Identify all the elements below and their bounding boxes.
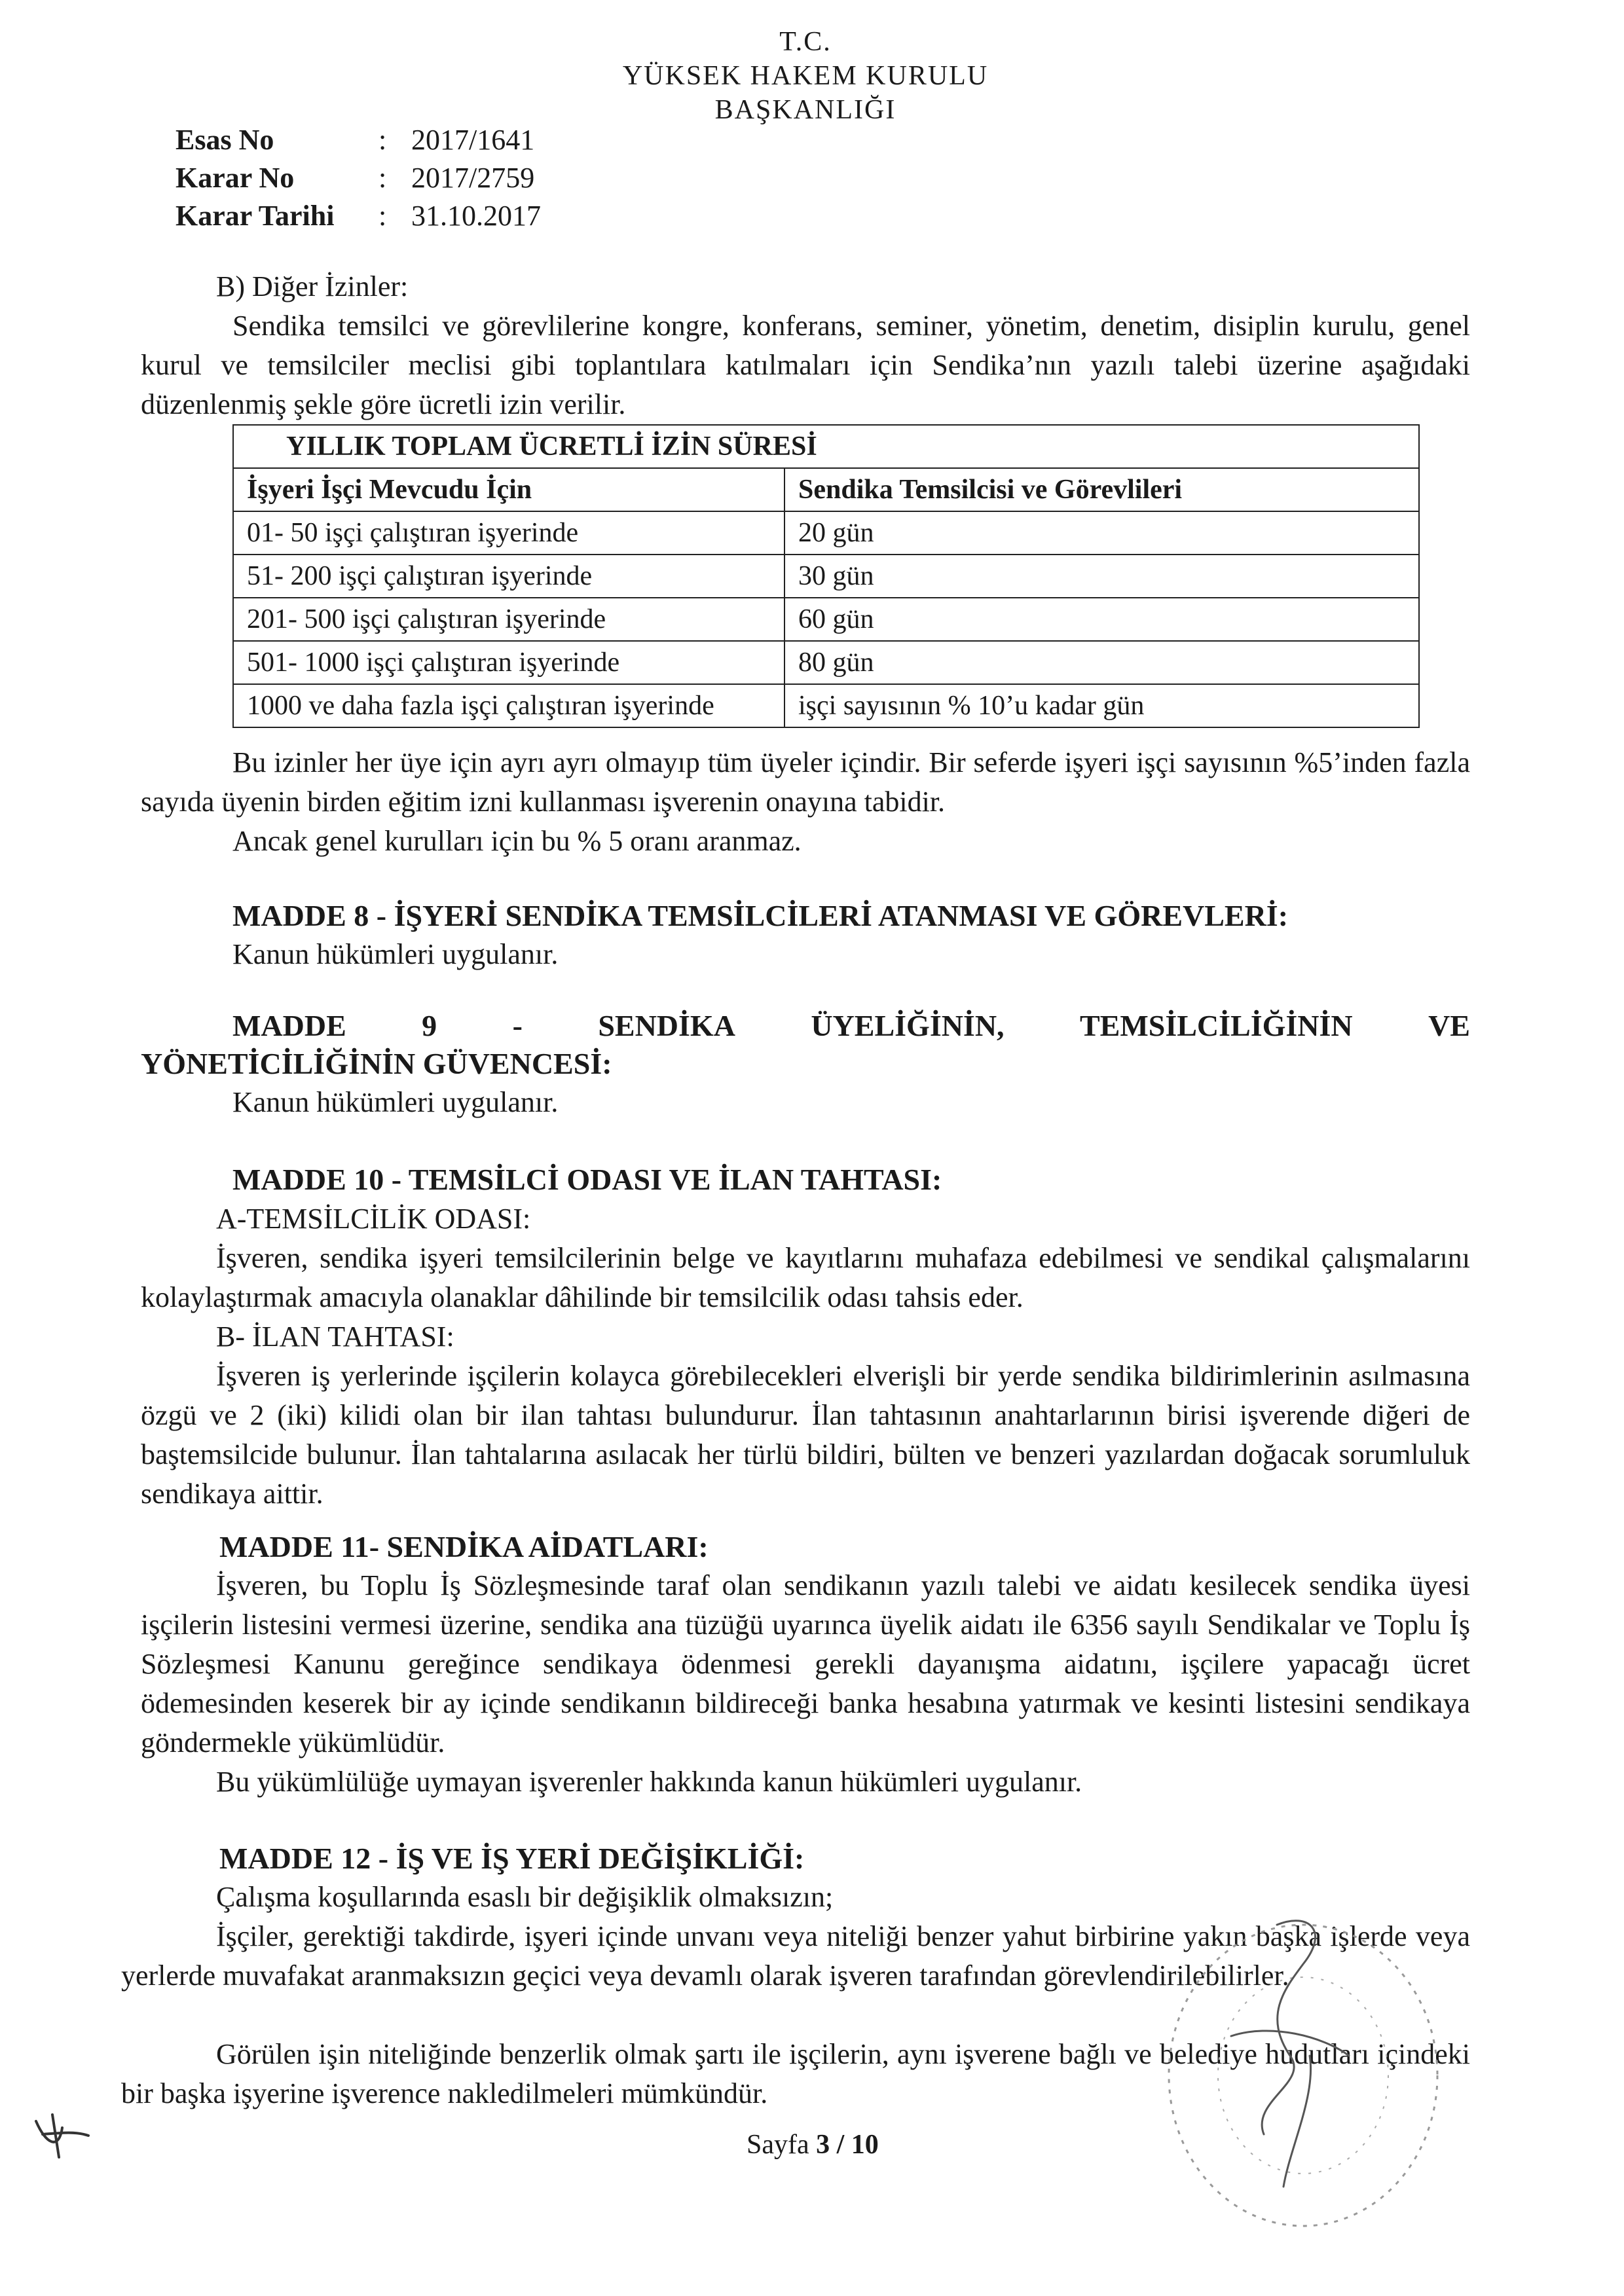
table-row: [233, 598, 1419, 641]
case-meta: [175, 123, 634, 237]
madde-9-word: ÜYELİĞİNİN,: [811, 1009, 1005, 1042]
official-stamp: [1153, 1886, 1467, 2239]
madde-11-text: İşveren, bu Toplu İş Sözleşmesinde taraf olan sendikanın yazılı talebi ve aidatı kesilecek sendika üyesi işçilerin listesini vermesi üzerine, sendika ana tüzüğü uyarınca üyelik aidatı ile 6356 sayılı Sendikalar ve Toplu İş Sözleşmesi Kanunu gereğince sendikaya ödenmesi gerekli dayanışma aidatını, işçilere yapacağı ücret ödemesinden keserek bir ay içinde sendikanın bildireceği banka hesabına yatırmak ve kesinti listesini sendikaya göndermekle yükümlüdür.: [141, 1569, 1470, 1758]
meta-label: Esas No: [175, 124, 274, 156]
madde-8-title: MADDE 8 - İŞYERİ SENDİKA TEMSİLCİLERİ ATANMASI VE GÖREVLERİ:: [232, 899, 1289, 932]
madde-9-title-cont: YÖNETİCİLİĞİNİN GÜVENCESİ:: [141, 1047, 612, 1080]
madde-9-title: [232, 1008, 1470, 1043]
header-presidency: BAŞKANLIĞI: [714, 95, 896, 125]
section-b-title: B) Diğer İzinler:: [216, 270, 409, 302]
meta-value: 2017/2759: [411, 162, 535, 194]
madde-12-text-2: Görülen işin niteliğinde benzerlik olmak şartı ile işçilerin, aynı işverene bağlı ve belediye hudutları içindeki bir başka işyerine işverence nakledilmeleri mümkündür.: [121, 2038, 1470, 2109]
table-cell-days: 80 gün: [784, 641, 1419, 684]
madde-10-sub-a: A-TEMSİLCİLİK ODASI:: [216, 1203, 531, 1235]
madde-12-intro: Çalışma koşullarında esaslı bir değişiklik olmaksızın;: [216, 1881, 834, 1913]
initials-signature: [23, 2095, 95, 2167]
meta-label: Karar Tarihi: [175, 200, 335, 232]
header-tc: T.C.: [779, 27, 832, 57]
table-cell-days: işçi sayısının % 10’u kadar gün: [784, 684, 1419, 727]
table-cell-days: 20 gün: [784, 511, 1419, 555]
madde-10-title: MADDE 10 - TEMSİLCİ ODASI VE İLAN TAHTASI:: [232, 1163, 942, 1196]
madde-9-word: -: [512, 1009, 523, 1042]
table-row: [233, 684, 1419, 727]
header-institution: YÜKSEK HAKEM KURULU: [622, 61, 989, 91]
madde-10-text-b: İşveren iş yerlerinde işçilerin kolayca görebilecekleri elverişli bir yerde sendika bildirimlerinin asılmasına özgü ve 2 (iki) kilidi olan bir ilan tahtası bulundurur. İlan tahtasının anahtarlarının birisi işverende diğeri de baştemsilcide bulunur. İlan tahtalarına asılacak her türlü bildiri, bülten ve benzeri yazılardan doğacak sorumluluk sendikaya aittir.: [141, 1360, 1470, 1510]
table-cell-days: 60 gün: [784, 598, 1419, 641]
page-number-prefix: Sayfa: [747, 2130, 809, 2160]
table-row: [233, 641, 1419, 684]
table-cell-workforce: 51- 200 işçi çalıştıran işyerinde: [233, 555, 784, 598]
leave-table: [232, 424, 1420, 728]
madde-10-sub-b: B- İLAN TAHTASI:: [216, 1321, 454, 1353]
madde-9-word: SENDİKA: [598, 1009, 735, 1042]
table-header-workforce: İşyeri İşçi Mevcudu İçin: [233, 468, 784, 511]
meta-sep: :: [378, 200, 387, 232]
table-row: [233, 511, 1419, 555]
table-title: YILLIK TOPLAM ÜCRETLİ İZİN SÜRESİ: [233, 425, 1419, 468]
madde-10-text-a: İşveren, sendika işyeri temsilcilerinin belge ve kayıtlarını muhafaza edebilmesi ve sendikal çalışmalarını kolaylaştırmak amacıyla olanaklar dâhilinde bir temsilcilik odası tahsis eder.: [141, 1242, 1470, 1313]
madde-9-word: TEMSİLCİLİĞİNİN: [1079, 1009, 1353, 1042]
meta-label: Karar No: [175, 162, 295, 194]
section-b-text: Sendika temsilci ve görevlilerine kongre, konferans, seminer, yönetim, denetim, disiplin kurulu, genel kurul ve temsilciler meclisi gibi toplantılara katılmaları için Sendika’nın yazılı talebi üzerine aşağıdaki düzenlenmiş şekle göre ücretli izin verilir.: [141, 310, 1470, 420]
table-cell-days: 30 gün: [784, 555, 1419, 598]
madde-11-title: MADDE 11- SENDİKA AİDATLARI:: [219, 1530, 709, 1563]
meta-sep: :: [378, 124, 387, 156]
meta-value: 2017/1641: [411, 124, 535, 156]
madde-11-note: Bu yükümlülüğe uymayan işverenler hakkında kanun hükümleri uygulanır.: [216, 1766, 1082, 1798]
madde-9-word: VE: [1428, 1009, 1470, 1042]
table-cell-workforce: 201- 500 işçi çalıştıran işyerinde: [233, 598, 784, 641]
madde-8-text: Kanun hükümleri uygulanır.: [232, 938, 559, 970]
table-row: [233, 555, 1419, 598]
page-number-value: 3 / 10: [816, 2130, 879, 2160]
madde-9-word: MADDE: [232, 1009, 346, 1042]
table-cell-workforce: 1000 ve daha fazla işçi çalıştıran işyerinde: [233, 684, 784, 727]
table-cell-workforce: 501- 1000 işçi çalıştıran işyerinde: [233, 641, 784, 684]
after-table-note: Ancak genel kurulları için bu % 5 oranı aranmaz.: [232, 825, 802, 857]
madde-9-text: Kanun hükümleri uygulanır.: [232, 1086, 559, 1118]
madde-12-text: İşçiler, gerektiği takdirde, işyeri içinde unvanı veya niteliği benzer yahut birbirine yakın başka işlerde veya yerlerde muvafakat aranmaksızın geçici veya devamlı olarak işveren tarafından görevlendirilebilirler.: [121, 1920, 1470, 1992]
table-cell-workforce: 01- 50 işçi çalıştıran işyerinde: [233, 511, 784, 555]
meta-sep: :: [378, 162, 387, 194]
madde-12-title: MADDE 12 - İŞ VE İŞ YERİ DEĞİŞİKLİĞİ:: [219, 1842, 805, 1875]
table-header-representative: Sendika Temsilcisi ve Görevlileri: [784, 468, 1419, 511]
madde-9-word: 9: [422, 1009, 437, 1042]
meta-value: 31.10.2017: [411, 200, 541, 232]
page-number: [747, 2129, 879, 2160]
after-table-text: Bu izinler her üye için ayrı ayrı olmayıp tüm üyeler içindir. Bir seferde işyeri işçi sayısının %5’inden fazla sayıda üyenin birden eğitim izni kullanması işverenin onayına tabidir.: [141, 746, 1470, 818]
